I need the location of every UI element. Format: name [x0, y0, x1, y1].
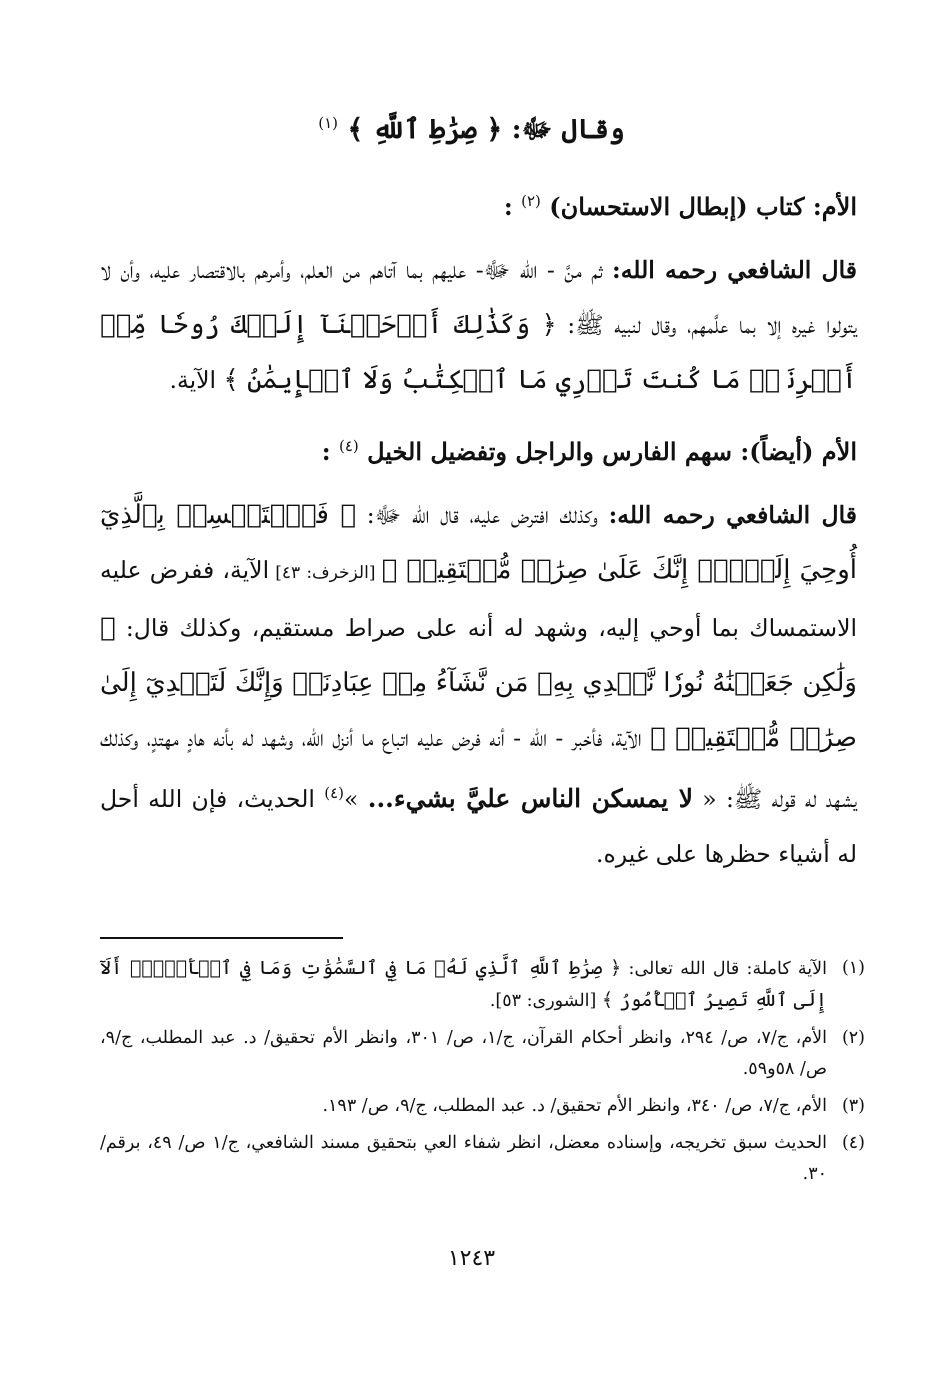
section-title-2-colon: :: [321, 437, 331, 466]
quran-verse-3: ﴿ وَلَٰكِن جَعَلۡنَٰهُ نُورٗا نَّهۡدِي بِهِۦ مَن نَّشَآءُ مِنۡ عِبَادِنَاۚ وَإِنَّكَ لَتَهۡدِيٓ إِلَىٰ صِرَٰطٖ مُّسۡتَقِيمٖ ﴾: [100, 613, 857, 753]
footnote-item: [100, 1023, 865, 1085]
footnote-text-a: الآية كاملة: قال الله تعالى:: [621, 959, 827, 979]
page-heading: [0, 112, 943, 152]
footnote-ref-2: (٢): [521, 192, 541, 210]
footnote-text: الأم، ج/٧، ص/ ٣٤٠، وانظر الأم تحقيق/ د. عبد المطلب، ج/٩، ص/ ١٩٣.: [322, 1096, 827, 1116]
footnote-item: [100, 1091, 865, 1122]
footnote-text-b: [الشورى: ٥٣].: [489, 991, 602, 1011]
section-title-1-text: الأم: كتاب (إبطال الاستحسان): [549, 192, 857, 221]
paragraph-1-body-b: الآية.: [169, 366, 224, 394]
footnote-text: الأم، ج/٧، ص/ ٢٩٤، وانظر أحكام القرآن، ج/١، ص/ ٣٠١، وانظر الأم تحقيق/ د. عبد المطلب، ج/٩، ص/ ٥٨و٥٩.: [100, 1028, 827, 1079]
section-title-1: [100, 192, 857, 221]
footnote-divider: [100, 937, 343, 939]
paragraph-2-body-b: الآية، ففرض عليه الاستمساك بما أوحي إليه، وشهد له أنه على صراط مستقيم، وكذلك قال:: [100, 556, 857, 642]
footnote-quran: ﴿ صِرَٰطِ ٱللَّهِ ٱلَّذِي لَهُۥ مَا فِي ٱلسَّمَٰوَٰتِ وَمَا فِي ٱلۡأَرۡضِۗ أَلَآ إِلَى ٱللَّهِ تَصِيرُ ٱلۡأُمُورُ ﴾: [100, 957, 827, 1011]
footnote-text: [100, 953, 827, 1017]
paragraph-2: [100, 488, 857, 882]
section-title-2-text: الأم (أيضاً): سهم الفارس والراجل وتفضيل الخيل: [367, 437, 857, 466]
hadith-quote: لا يمسكن الناس عليَّ بشيء...: [367, 783, 693, 813]
page-number: ١٢٤٣: [447, 1246, 496, 1271]
footnote-item: [100, 1128, 865, 1190]
footnote-ref-1: (١): [318, 114, 339, 132]
quran-verse-2: ﴿ فَٱسۡتَمۡسِكۡ بِٱلَّذِيٓ أُوحِيَ إِلَيۡكَۖ إِنَّكَ عَلَىٰ صِرَٰطٖ مُّسۡتَقِيمٖ ﴾: [100, 500, 857, 585]
paragraph-2-body-a: وكذلك افترض عليه، قال الله ﷻ:: [356, 501, 609, 529]
footnote-text: الحديث سبق تخريجه، وإسناده معضل، انظر شفاء العي بتحقيق مسند الشافعي، ج/١ ص/ ٤٩، برقم/ ٣٠.: [100, 1133, 827, 1184]
heading-text: وقال ﷻ: ﴿ صِرَٰطِ ٱللَّهِ ﴾: [347, 114, 625, 145]
footnotes: [100, 953, 865, 1196]
section-title-2: [100, 437, 857, 466]
footnote-ref-4: (٤): [324, 784, 345, 802]
footnote-number: (١): [841, 958, 865, 978]
footnote-ref-3: (٤): [338, 437, 359, 455]
footnote-number: (٣): [841, 1096, 865, 1116]
footnote-number: (٢): [841, 1028, 865, 1048]
paragraph-2-body-c: الآية، فأخبر - الله - أنه فرض عليه اتباع ما أنزل الله، وشهد له بأنه هادٍ مهتدٍ، وكذلك يشهد له قوله ﷺ: «: [100, 724, 858, 813]
section-title-1-colon: :: [503, 192, 513, 221]
paragraph-2-body-d: »: [344, 784, 368, 813]
footnote-item: [100, 953, 865, 1017]
footnote-number: (٤): [841, 1133, 865, 1153]
paragraph-1: [100, 243, 857, 408]
paragraph-2-body-e: الحديث، فإن الله أحل له أشياء حظرها على غيره.: [100, 784, 857, 868]
paragraph-2-lead: قال الشافعي رحمه الله:: [608, 501, 858, 529]
paragraph-1-lead: قال الشافعي رحمه الله:: [612, 256, 857, 284]
paragraph-1-body-a: ثم منَّ - الله ﷻ- عليهم بما آتاهم من العلم، وأمرهم بالاقتصار عليه، وأن لا يتولوا غيره إلا بما علَّمهم، وقال لنبيه ﷺ:: [100, 256, 858, 339]
verse-reference: [الزخرف: ٤٣]: [269, 563, 382, 583]
quran-verse-1: ﴿ وَكَذَٰلِكَ أَوۡحَيۡنَآ إِلَيۡكَ رُوحٗا مِّنۡ أَمۡرِنَاۚ مَا كُنتَ تَدۡرِي مَا ٱلۡكِتَٰبُ وَلَا ٱلۡإِيمَٰنُ ﴾: [100, 310, 857, 395]
